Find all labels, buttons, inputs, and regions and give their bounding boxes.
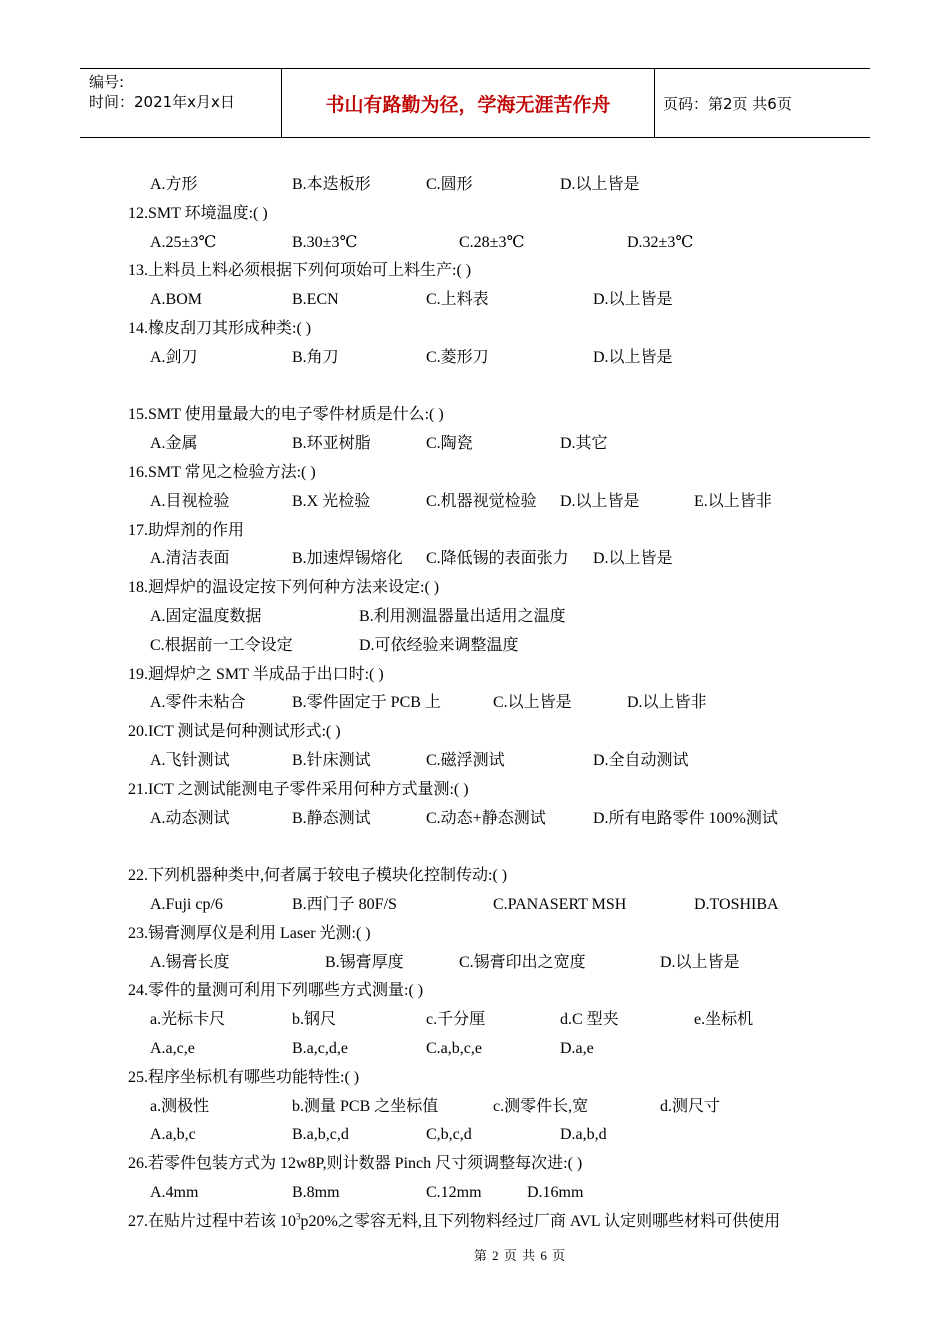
answer-option: B.ECN (292, 291, 339, 309)
options-line (128, 689, 868, 718)
page-header (80, 68, 870, 138)
answer-option: D.全自动测试 (593, 751, 689, 769)
answer-option: D.以上皆是 (593, 550, 673, 568)
answer-option: C.磁浮测试 (426, 751, 505, 769)
question-line (128, 776, 868, 805)
options-line (128, 1093, 868, 1122)
question-line (128, 200, 868, 229)
blank-line (128, 373, 868, 402)
answer-option: C.锡膏印出之宽度 (459, 953, 586, 971)
answer-option: C.圆形 (426, 176, 473, 193)
options-line (128, 286, 868, 315)
answer-option: C.PANASERT MSH (493, 895, 627, 913)
answer-option: B.a,b,c,d (292, 1126, 349, 1144)
options-line (128, 603, 868, 632)
answer-option: B.利用测温器量出适用之温度 (359, 607, 566, 625)
answer-option: B.加速焊锡熔化 (292, 550, 403, 568)
answer-option: E.以上皆非 (694, 492, 772, 510)
options-line (128, 488, 868, 517)
answer-option: a.光标卡尺 (150, 1011, 226, 1029)
answer-option: B.角刀 (292, 348, 339, 366)
answer-option: C.菱形刀 (426, 348, 489, 366)
answer-option: D.a,e (560, 1039, 594, 1057)
answer-option: B.8mm (292, 1183, 340, 1201)
answer-option: D.以上皆是 (560, 492, 640, 510)
answer-option: c.测零件长,宽 (493, 1097, 589, 1115)
question-text: 26.若零件包装方式为 12w8P,则计数器 Pinch 尺寸须调整每次进:( ) (128, 1155, 583, 1173)
answer-option: A.a,c,e (150, 1039, 195, 1057)
answer-option: B.a,c,d,e (292, 1039, 348, 1057)
number-label: 编号: (89, 73, 125, 91)
options-line (128, 171, 868, 200)
question-text: 19.迴焊炉之 SMT 半成品于出口时:( ) (128, 665, 384, 683)
answer-option: A.固定温度数据 (150, 607, 262, 625)
answer-option: A.BOM (150, 291, 203, 309)
answer-option: D.TOSHIBA (694, 895, 779, 913)
answer-option: A.剑刀 (150, 348, 198, 366)
answer-option: D.a,b,d (560, 1126, 607, 1144)
question-text: 21.ICT 之测试能测电子零件采用何种方式量测:( ) (128, 780, 469, 798)
options-line (128, 632, 868, 661)
question-text: 13.上料员上料必须根据下列何项始可上料生产:( ) (128, 262, 472, 280)
question-text: 14.橡皮刮刀其形成种类:( ) (128, 319, 312, 337)
answer-option: B.静态测试 (292, 809, 371, 827)
options-line (128, 344, 868, 373)
question-text: 24.零件的量测可利用下列哪些方式测量:( ) (128, 982, 424, 1000)
answer-option: D.可依经验来调整温度 (359, 636, 519, 654)
answer-option: B.X 光检验 (292, 492, 371, 510)
answer-option: A.4mm (150, 1183, 199, 1201)
answer-option: D.以上皆是 (593, 348, 673, 366)
question-line (128, 517, 868, 546)
answer-option: C.降低锡的表面张力 (426, 550, 569, 568)
question-line (128, 1064, 868, 1093)
answer-option: D.以上皆是 (660, 953, 740, 971)
answer-option: D.以上皆非 (627, 694, 707, 712)
answer-option: D.其它 (560, 435, 608, 453)
answer-option: e.坐标机 (694, 1011, 754, 1029)
blank-line (128, 833, 868, 862)
question-text: 18.迴焊炉的温设定按下列何种方法来设定:( ) (128, 579, 440, 597)
question-line (128, 401, 868, 430)
answer-option: A.金属 (150, 435, 198, 453)
answer-option: A.清洁表面 (150, 550, 230, 568)
header-motto: 书山有路勤为径，学海无涯苦作舟 (282, 69, 655, 137)
answer-option: A.目视检验 (150, 492, 230, 510)
options-line (128, 430, 868, 459)
answer-option: A.方形 (150, 176, 198, 193)
answer-option: A.动态测试 (150, 809, 230, 827)
answer-option: d.C 型夹 (560, 1011, 619, 1029)
question-text: 15.SMT 使用量最大的电子零件材质是什么:( ) (128, 406, 444, 424)
options-line (128, 891, 868, 920)
answer-option: C.a,b,c,e (426, 1039, 482, 1057)
answer-option: B.西门子 80F/S (292, 895, 397, 913)
question-line (128, 315, 868, 344)
question-text: 17.助焊剂的作用 (128, 521, 245, 539)
options-line (128, 1121, 868, 1150)
header-left-cell (80, 69, 282, 137)
answer-option: A.锡膏长度 (150, 953, 230, 971)
options-line (128, 805, 868, 834)
answer-option: C.动态+静态测试 (426, 809, 546, 827)
answer-option: B.环亚树脂 (292, 435, 371, 453)
answer-option: C.12mm (426, 1183, 482, 1201)
answer-option: C.根据前一工令设定 (150, 636, 293, 654)
answer-option: B.零件固定于 PCB 上 (292, 694, 441, 712)
options-line (128, 747, 868, 776)
options-line (128, 1035, 868, 1064)
answer-option: d.测尺寸 (660, 1097, 721, 1115)
answer-option: D.所有电路零件 100%测试 (593, 809, 778, 827)
question-line (128, 661, 868, 690)
answer-option: C.上料表 (426, 291, 489, 309)
question-line (128, 977, 868, 1006)
question-text-continued: p20%之零容无料,且下列物料经过厂商 AVL 认定则哪些材料可供使用 (300, 1212, 781, 1230)
answer-option: A.a,b,c (150, 1126, 196, 1144)
question-text: 16.SMT 常见之检验方法:( ) (128, 463, 316, 481)
question-text: 20.ICT 测试是何种测试形式:( ) (128, 723, 341, 741)
options-line (128, 1179, 868, 1208)
question-line (128, 920, 868, 949)
answer-option: A.25±3℃ (150, 233, 217, 251)
answer-option: a.测极性 (150, 1097, 210, 1115)
answer-option: c.千分厘 (426, 1011, 486, 1029)
answer-option: C.陶瓷 (426, 435, 473, 453)
page-footer: 第 2 页 共 6 页 (473, 1248, 567, 1263)
answer-option: C.以上皆是 (493, 694, 572, 712)
answer-option: B.本迭板形 (292, 176, 371, 193)
question-list (128, 171, 868, 1236)
question-line (128, 257, 868, 286)
answer-option: A.零件未粘合 (150, 694, 246, 712)
question-text: 12.SMT 环境温度:( ) (128, 204, 268, 222)
question-line (128, 718, 868, 747)
superscript: 3 (296, 1211, 301, 1222)
answer-option: C.机器视觉检验 (426, 492, 537, 510)
answer-option: b.钢尺 (292, 1011, 337, 1029)
options-line (128, 545, 868, 574)
question-text: 27.在贴片过程中若该 10 (128, 1212, 297, 1230)
answer-option: A.Fuji cp/6 (150, 895, 223, 913)
header-page-info: 页码：第2页 共6页 (663, 94, 792, 113)
answer-option: A.飞针测试 (150, 751, 230, 769)
answer-option: B.30±3℃ (292, 233, 358, 251)
time-label: 时间：2021年x月x日 (89, 93, 235, 111)
answer-option: b.测量 PCB 之坐标值 (292, 1097, 439, 1115)
question-line (128, 459, 868, 488)
answer-option: C,b,c,d (426, 1126, 472, 1144)
question-text: 23.锡膏测厚仪是利用 Laser 光测:( ) (128, 924, 371, 942)
answer-option: B.锡膏厚度 (325, 953, 404, 971)
question-line (128, 1208, 868, 1237)
question-text: 22.下列机器种类中,何者属于较电子模块化控制传动:( ) (128, 867, 508, 885)
answer-option: D.16mm (527, 1183, 584, 1201)
question-line (128, 1150, 868, 1179)
options-line (128, 949, 868, 978)
answer-option: B.针床测试 (292, 751, 371, 769)
options-line (128, 1006, 868, 1035)
answer-option: D.32±3℃ (627, 233, 694, 251)
answer-option: C.28±3℃ (459, 233, 525, 251)
answer-option: D.以上皆是 (560, 176, 640, 193)
answer-option: D.以上皆是 (593, 291, 673, 309)
question-line (128, 862, 868, 891)
question-line (128, 574, 868, 603)
question-text: 25.程序坐标机有哪些功能特性:( ) (128, 1068, 360, 1086)
options-line (128, 229, 868, 258)
